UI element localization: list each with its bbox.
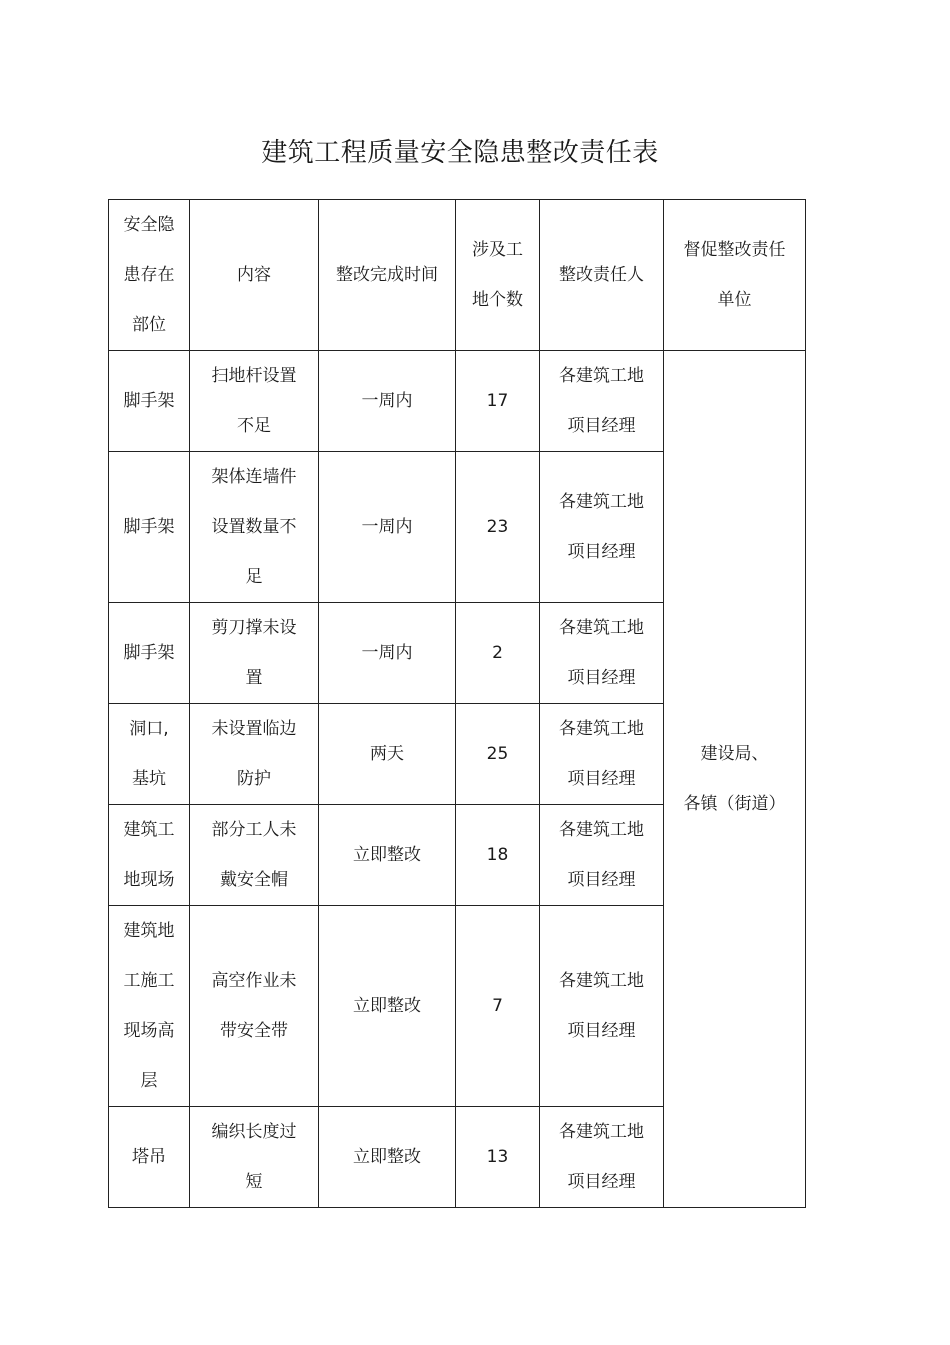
cell-supervising-unit: 建设局、 各镇（街道） (664, 351, 806, 1208)
cell-responsible-person: 各建筑工地 项目经理 (540, 603, 664, 704)
header-site-count: 涉及工 地个数 (456, 200, 540, 351)
header-content: 内容 (190, 200, 319, 351)
cell-location: 洞口, 基坑 (109, 704, 190, 805)
cell-deadline: 两天 (319, 704, 456, 805)
cell-content: 扫地杆设置 不足 (190, 351, 319, 452)
cell-responsible-person: 各建筑工地 项目经理 (540, 805, 664, 906)
table-row (109, 351, 806, 452)
header-deadline: 整改完成时间 (319, 200, 456, 351)
cell-responsible-person: 各建筑工地 项目经理 (540, 351, 664, 452)
cell-site-count: 7 (456, 906, 540, 1107)
cell-deadline: 一周内 (319, 452, 456, 603)
cell-responsible-person: 各建筑工地 项目经理 (540, 1107, 664, 1208)
header-supervising-unit: 督促整改责任 单位 (664, 200, 806, 351)
cell-location: 脚手架 (109, 351, 190, 452)
cell-content: 部分工人未 戴安全帽 (190, 805, 319, 906)
cell-content: 架体连墙件 设置数量不 足 (190, 452, 319, 603)
cell-deadline: 一周内 (319, 351, 456, 452)
cell-site-count: 18 (456, 805, 540, 906)
cell-site-count: 17 (456, 351, 540, 452)
cell-responsible-person: 各建筑工地 项目经理 (540, 704, 664, 805)
cell-deadline: 立即整改 (319, 1107, 456, 1208)
cell-responsible-person: 各建筑工地 项目经理 (540, 906, 664, 1107)
cell-site-count: 2 (456, 603, 540, 704)
cell-content: 剪刀撑未设 置 (190, 603, 319, 704)
table-header-row (109, 200, 806, 351)
document-title: 建筑工程质量安全隐患整改责任表 (261, 138, 659, 168)
cell-content: 编织长度过 短 (190, 1107, 319, 1208)
cell-deadline: 一周内 (319, 603, 456, 704)
cell-deadline: 立即整改 (319, 805, 456, 906)
header-location: 安全隐 患存在 部位 (109, 200, 190, 351)
cell-content: 未设置临边 防护 (190, 704, 319, 805)
cell-location: 建筑地 工施工 现场高 层 (109, 906, 190, 1107)
cell-location: 塔吊 (109, 1107, 190, 1208)
cell-location: 建筑工 地现场 (109, 805, 190, 906)
rectification-table (108, 199, 806, 1208)
header-responsible-person: 整改责任人 (540, 200, 664, 351)
cell-responsible-person: 各建筑工地 项目经理 (540, 452, 664, 603)
cell-location: 脚手架 (109, 603, 190, 704)
cell-content: 高空作业未 带安全带 (190, 906, 319, 1107)
cell-location: 脚手架 (109, 452, 190, 603)
cell-site-count: 13 (456, 1107, 540, 1208)
cell-deadline: 立即整改 (319, 906, 456, 1107)
cell-site-count: 25 (456, 704, 540, 805)
cell-site-count: 23 (456, 452, 540, 603)
